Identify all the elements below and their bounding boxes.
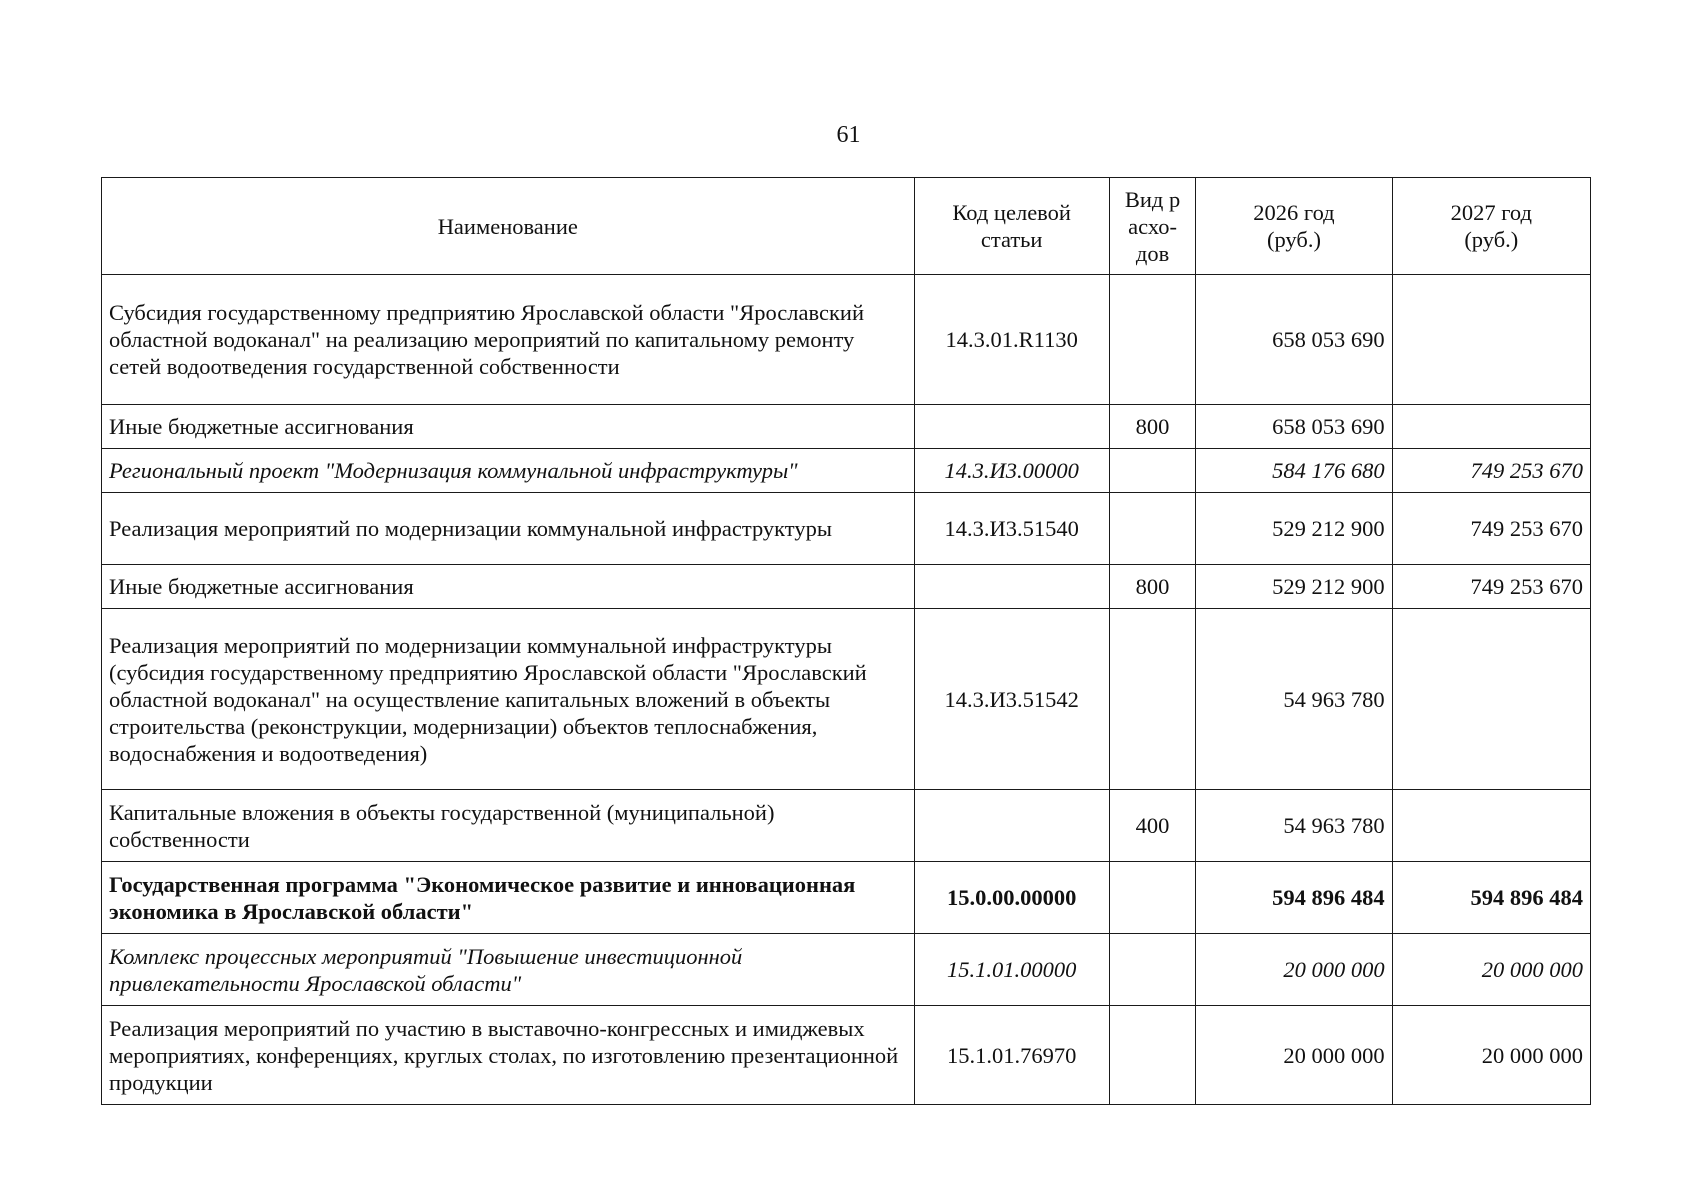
header-kind: [1109, 178, 1196, 275]
table-row: [102, 405, 1591, 449]
row-name-cell: Реализация мероприятий по модернизации коммунальной инфраструктуры (субсидия государственному предприятию Ярославской области "Ярославский областной водоканал" на осуществление капитальных вложений в объекты строительства (реконструкции, модернизации) объектов теплоснабжения, водоснабжения и водоотведения): [102, 609, 915, 790]
row-kind-cell: [1109, 934, 1196, 1006]
row-name-cell: Капитальные вложения в объекты государственной (муниципальной) собственности: [102, 790, 915, 862]
row-name-cell: Комплекс процессных мероприятий "Повышение инвестиционной привлекательности Ярославской области": [102, 934, 915, 1006]
row-2026-cell: 20 000 000: [1196, 934, 1392, 1006]
table-row: [102, 934, 1591, 1006]
row-2026-cell: 20 000 000: [1196, 1006, 1392, 1105]
row-code-cell: 15.0.00.00000: [914, 862, 1109, 934]
row-2027-cell: 20 000 000: [1392, 1006, 1590, 1105]
row-kind-cell: [1109, 493, 1196, 565]
row-code-cell: 14.3.И3.51542: [914, 609, 1109, 790]
row-2026-cell: 54 963 780: [1196, 790, 1392, 862]
row-2027-cell: [1392, 790, 1590, 862]
row-2027-cell: [1392, 405, 1590, 449]
row-2026-cell: 584 176 680: [1196, 449, 1392, 493]
table-row: [102, 275, 1591, 405]
page-number: 61: [836, 122, 861, 148]
row-kind-cell: 800: [1109, 565, 1196, 609]
row-kind-cell: 400: [1109, 790, 1196, 862]
row-kind-cell: 800: [1109, 405, 1196, 449]
row-name-cell: Иные бюджетные ассигнования: [102, 565, 915, 609]
row-code-cell: 14.3.01.R1130: [914, 275, 1109, 405]
row-2026-cell: 529 212 900: [1196, 565, 1392, 609]
row-name-cell: Субсидия государственному предприятию Ярославской области "Ярославский областной водоканал" на реализацию мероприятий по капитальному ремонту сетей водоотведения государственной собственности: [102, 275, 915, 405]
row-2027-cell: [1392, 275, 1590, 405]
row-name-cell: Региональный проект "Модернизация коммунальной инфраструктуры": [102, 449, 915, 493]
row-name-cell: Государственная программа "Экономическое развитие и инновационная экономика в Ярославской области": [102, 862, 915, 934]
row-name-cell: Иные бюджетные ассигнования: [102, 405, 915, 449]
table-header-row: [102, 178, 1591, 275]
row-2026-cell: 594 896 484: [1196, 862, 1392, 934]
row-code-cell: [914, 565, 1109, 609]
row-kind-cell: [1109, 862, 1196, 934]
row-2026-cell: 54 963 780: [1196, 609, 1392, 790]
header-code-text: Код целевой статьи: [952, 200, 1071, 252]
row-2026-cell: 658 053 690: [1196, 405, 1392, 449]
table-row: [102, 790, 1591, 862]
row-code-cell: 15.1.01.76970: [914, 1006, 1109, 1105]
header-name: Наименование: [102, 178, 915, 275]
budget-table: [101, 177, 1591, 1105]
row-code-cell: 14.3.И3.51540: [914, 493, 1109, 565]
row-2026-cell: 529 212 900: [1196, 493, 1392, 565]
row-2027-cell: 594 896 484: [1392, 862, 1590, 934]
row-2027-cell: 749 253 670: [1392, 449, 1590, 493]
table-row: [102, 493, 1591, 565]
row-name-cell: Реализация мероприятий по участию в выставочно-конгрессных и имиджевых мероприятиях, конференциях, круглых столах, по изготовлению презентационной продукции: [102, 1006, 915, 1105]
header-year-2027: [1392, 178, 1590, 275]
row-2027-cell: 749 253 670: [1392, 493, 1590, 565]
table-row: [102, 565, 1591, 609]
row-kind-cell: [1109, 275, 1196, 405]
row-2027-cell: 20 000 000: [1392, 934, 1590, 1006]
row-code-cell: [914, 790, 1109, 862]
table-row: [102, 449, 1591, 493]
row-2027-cell: [1392, 609, 1590, 790]
table-row: [102, 609, 1591, 790]
row-code-cell: 14.3.И3.00000: [914, 449, 1109, 493]
row-kind-cell: [1109, 609, 1196, 790]
row-2026-cell: 658 053 690: [1196, 275, 1392, 405]
header-code: [914, 178, 1109, 275]
header-year-2026: [1196, 178, 1392, 275]
table-row: [102, 862, 1591, 934]
row-code-cell: [914, 405, 1109, 449]
row-2027-cell: 749 253 670: [1392, 565, 1590, 609]
header-kind-text: Вид расхо-дов: [1124, 186, 1181, 266]
row-kind-cell: [1109, 449, 1196, 493]
table-body: [102, 275, 1591, 1105]
header-year-2026-text: 2026 год (руб.): [1253, 200, 1335, 252]
row-name-cell: Реализация мероприятий по модернизации коммунальной инфраструктуры: [102, 493, 915, 565]
header-year-2027-text: 2027 год (руб.): [1450, 200, 1532, 252]
table-row: [102, 1006, 1591, 1105]
row-code-cell: 15.1.01.00000: [914, 934, 1109, 1006]
row-kind-cell: [1109, 1006, 1196, 1105]
